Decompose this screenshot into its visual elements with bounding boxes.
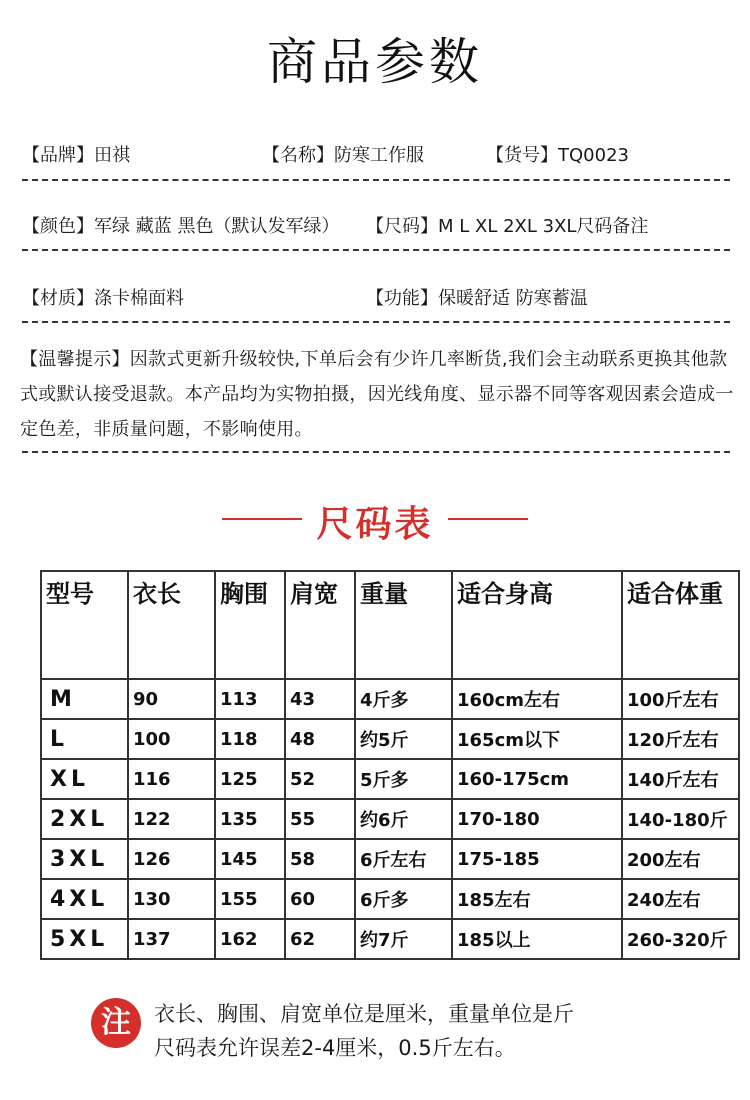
size-model-cell: XL <box>41 759 128 799</box>
param-color: 【颜色】军绿 藏蓝 黑色（默认发军绿） <box>22 216 340 237</box>
table-header-cell: 适合身高 <box>452 571 622 679</box>
note-line-2: 尺码表允许误差2-4厘米，0.5斤左右。 <box>154 1036 516 1060</box>
table-cell: 6斤多 <box>355 879 452 919</box>
table-row <box>41 839 739 879</box>
table-header-cell: 肩宽 <box>285 571 355 679</box>
table-cell: 43 <box>285 679 355 719</box>
table-cell: 120斤左右 <box>622 719 739 759</box>
table-row <box>41 799 739 839</box>
table-cell: 165cm以下 <box>452 719 622 759</box>
note-line-1: 衣长、胸围、肩宽单位是厘米，重量单位是斤 <box>154 1002 574 1026</box>
param-function: 【功能】保暖舒适 防寒蓄温 <box>366 288 588 309</box>
table-cell: 162 <box>215 919 285 959</box>
size-chart-heading: 尺码表 <box>316 504 434 545</box>
table-cell: 60 <box>285 879 355 919</box>
table-cell: 155 <box>215 879 285 919</box>
table-cell: 100 <box>128 719 215 759</box>
table-cell: 140-180斤 <box>622 799 739 839</box>
table-header-cell: 胸围 <box>215 571 285 679</box>
param-row-3 <box>0 284 750 314</box>
table-cell: 140斤左右 <box>622 759 739 799</box>
table-cell: 145 <box>215 839 285 879</box>
table-row <box>41 919 739 959</box>
divider <box>22 179 730 181</box>
size-table <box>40 570 740 960</box>
table-row <box>41 679 739 719</box>
divider <box>22 249 730 251</box>
table-cell: 125 <box>215 759 285 799</box>
param-material: 【材质】涤卡棉面料 <box>22 288 184 309</box>
table-cell: 130 <box>128 879 215 919</box>
table-cell: 116 <box>128 759 215 799</box>
table-cell: 100斤左右 <box>622 679 739 719</box>
table-cell: 175-185 <box>452 839 622 879</box>
table-cell: 135 <box>215 799 285 839</box>
table-cell: 62 <box>285 919 355 959</box>
table-header-cell: 型号 <box>41 571 128 679</box>
table-cell: 137 <box>128 919 215 959</box>
table-cell: 58 <box>285 839 355 879</box>
table-cell: 118 <box>215 719 285 759</box>
table-row <box>41 879 739 919</box>
table-cell: 约6斤 <box>355 799 452 839</box>
divider <box>22 321 730 323</box>
table-cell: 240左右 <box>622 879 739 919</box>
table-header-cell: 适合体重 <box>622 571 739 679</box>
table-cell: 185以上 <box>452 919 622 959</box>
size-model-cell: 4XL <box>41 879 128 919</box>
page-title: 商品参数 <box>267 33 483 91</box>
table-header-cell: 衣长 <box>128 571 215 679</box>
table-cell: 5斤多 <box>355 759 452 799</box>
note-badge: 注 <box>91 998 141 1048</box>
table-cell: 90 <box>128 679 215 719</box>
param-brand: 【品牌】田祺 <box>22 145 130 166</box>
table-cell: 52 <box>285 759 355 799</box>
table-cell: 122 <box>128 799 215 839</box>
size-model-cell: L <box>41 719 128 759</box>
size-model-cell: 2XL <box>41 799 128 839</box>
table-cell: 160cm左右 <box>452 679 622 719</box>
size-model-cell: 5XL <box>41 919 128 959</box>
table-header-row <box>41 571 739 679</box>
table-cell: 约5斤 <box>355 719 452 759</box>
size-model-cell: M <box>41 679 128 719</box>
divider <box>22 451 730 453</box>
table-header-cell: 重量 <box>355 571 452 679</box>
table-cell: 126 <box>128 839 215 879</box>
table-row <box>41 719 739 759</box>
param-size: 【尺码】M L XL 2XL 3XL尺码备注 <box>366 216 649 237</box>
table-cell: 48 <box>285 719 355 759</box>
table-cell: 113 <box>215 679 285 719</box>
param-row-1 <box>0 141 750 171</box>
table-cell: 约7斤 <box>355 919 452 959</box>
table-cell: 200左右 <box>622 839 739 879</box>
table-cell: 260-320斤 <box>622 919 739 959</box>
param-row-2 <box>0 212 750 242</box>
table-cell: 170-180 <box>452 799 622 839</box>
param-sku: 【货号】TQ0023 <box>486 145 629 166</box>
size-model-cell: 3XL <box>41 839 128 879</box>
table-row <box>41 759 739 799</box>
table-cell: 6斤左右 <box>355 839 452 879</box>
warm-tip: 【温馨提示】因款式更新升级较快,下单后会有少许几率断货,我们会主动联系更换其他款式或默认接受退款。本产品均为实物拍摄，因光线角度、显示器不同等客观因素会造成一定色差，非质量问题，不影响使用。 <box>20 349 734 440</box>
param-name: 【名称】防寒工作服 <box>262 145 424 166</box>
table-cell: 55 <box>285 799 355 839</box>
table-cell: 4斤多 <box>355 679 452 719</box>
table-cell: 160-175cm <box>452 759 622 799</box>
table-cell: 185左右 <box>452 879 622 919</box>
heading-rule-right <box>448 518 528 520</box>
